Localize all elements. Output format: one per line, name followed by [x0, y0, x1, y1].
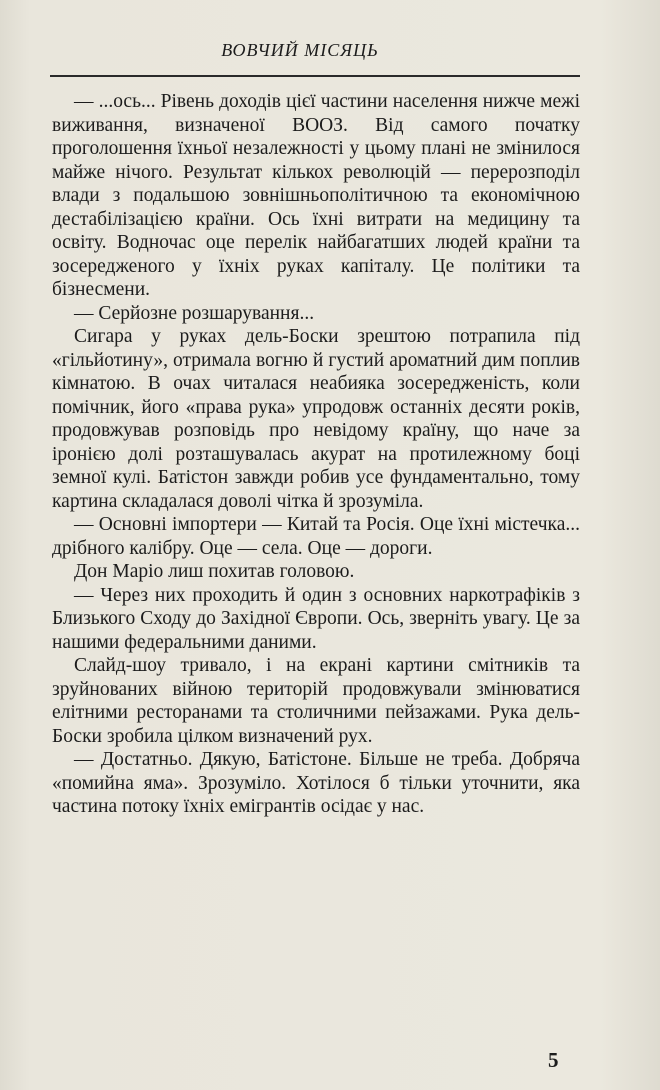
body-text [52, 90, 580, 819]
paragraph: — Достатньо. Дякую, Батістоне. Більше не треба. Добряча «помийна яма». Зрозуміло. Хотілося б тільки уточнити, яка частина потоку їхніх емігрантів осідає у нас. [52, 749, 580, 817]
paragraph: — Основні імпортери — Китай та Росія. Оце їхні містечка... дрібного калібру. Оце — села. Оце — дороги. [52, 514, 580, 559]
running-title: ВОВЧИЙ МІСЯЦЬ [221, 40, 379, 60]
paragraph: — Через них проходить й один з основних наркотрафіків з Близького Сходу до Західної Європи. Ось, зверніть увагу. Це за нашими федеральними даними. [52, 584, 580, 653]
paragraph: — Серйозне розшарування... [74, 302, 315, 324]
page-number: 5 [548, 1048, 559, 1072]
paragraph: Слайд-шоу тривало, і на екрані картини смітників та зруйнованих війною територій продовжували змінюватися елітними ресторанами та столичними пейзажами. Рука дель-Боски зробила цілком визначений рух. [52, 655, 580, 747]
header-rule [50, 75, 580, 77]
paragraph: Сигара у руках дель-Боски зрештою потрапила під «гільйотину», отримала вогню й густий ароматний дим поплив кімнатою. В очах читалася неабияка зосередженість, коли помічник, його «права рука» упродовж останніх десяти років, продовжував розповідь про невідому країну, що наче за іронією долі розташувалась акурат на протилежному боці земної кулі. Батістон завжди робив усе фундаментально, тому картина складалася доволі чітка й зрозуміла. [52, 326, 580, 512]
paragraph: Дон Маріо лиш похитав головою. [74, 561, 355, 582]
paragraph: — ...ось... Рівень доходів цієї частини населення нижче межі виживання, визначеної ВООЗ. Від самого початку проголошення їхньої незалежності у цьому плані не змінилося майже нічого. Результат кількох революцій — перерозподіл влади з подальшою зовнішньополітичною та економічною дестабілізацією країни. Ось їхні витрати на медицину та освіту. Водночас оце перелік найбагатших людей країни та зосередженого у їхніх руках капіталу. Це політики та бізнесмени. [52, 91, 580, 300]
